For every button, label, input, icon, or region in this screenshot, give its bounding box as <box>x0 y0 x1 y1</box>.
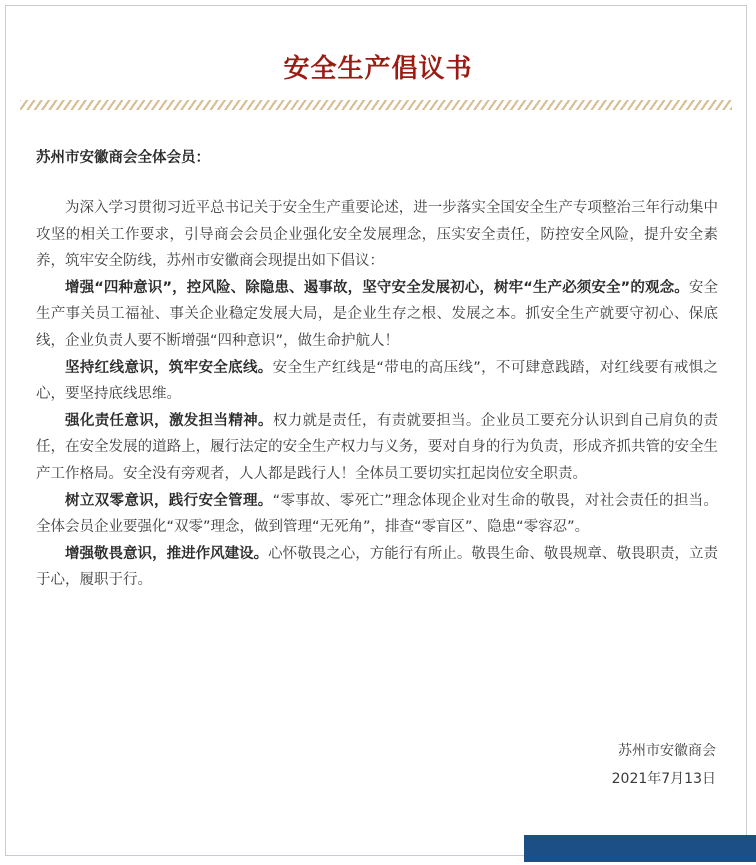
intro-paragraph: 为深入学习贯彻习近平总书记关于安全生产重要论述，进一步落实全国安全生产专项整治三年行动集中攻坚的相关工作要求，引导商会会员企业强化安全发展理念，压实安全责任，防控安全风险，提升安全素养，筑牢安全防线，苏州市安徽商会现提出如下倡议： <box>36 200 718 270</box>
document-title: 安全生产倡议书 <box>283 54 473 84</box>
point-text-2: 安全生产红线是“带电的高压线”，不可肆意践踏，对红线要有戒惧之心，要坚持底线思维。 <box>36 359 718 403</box>
point-text-1: 安全生产事关员工福祉、事关企业稳定发展大局，是企业生存之根、发展之本。抓安全生产就要守初心、保底线，企业负责人要不断增强“四种意识”，做生命护航人！ <box>36 279 719 349</box>
point-text-4: “零事故、零死亡”理念体现企业对生命的敬畏，对社会责任的担当。全体会员企业要强化“双零”理念，做到管理“无死角”，排查“零盲区”、隐患“零容忍”。 <box>36 492 718 536</box>
corner-accent-bar <box>524 835 756 862</box>
signature-block <box>612 737 716 793</box>
decorative-divider <box>20 100 732 110</box>
point-paragraph-3 <box>36 408 718 488</box>
point-text-3: 权力就是责任，有责就要担当。企业员工要充分认识到自己肩负的责任，在安全发展的道路上，履行法定的安全生产权力与义务，要对自身的行为负责，形成齐抓共管的安全生产工作格局。安全没有旁观者，人人都是践行人！全体员工要切实扛起岗位安全职责。 <box>36 412 719 482</box>
point-paragraph-1 <box>36 275 718 355</box>
signature-date: 2021年7月13日 <box>611 771 716 787</box>
point-paragraph-2 <box>36 355 718 408</box>
point-lead-1: 增强“四种意识”，控风险、除隐患、遏事故，坚守安全发展初心，树牢“生产必须安全”的观念。 <box>65 279 689 296</box>
point-lead-5: 增强敬畏意识，推进作风建设。 <box>65 545 269 562</box>
letter-body <box>36 195 718 594</box>
point-lead-2: 坚持红线意识，筑牢安全底线。 <box>65 359 273 376</box>
point-lead-4: 树立双零意识，践行安全管理。 <box>65 492 273 509</box>
signature-org: 苏州市安徽商会 <box>618 743 716 759</box>
point-text-5: 心怀敬畏之心，方能行有所止。敬畏生命、敬畏规章、敬畏职责，立责于心，履职于行。 <box>36 545 719 589</box>
salutation: 苏州市安徽商会全体会员： <box>36 150 210 166</box>
point-paragraph-4 <box>36 488 718 541</box>
point-lead-3: 强化责任意识，激发担当精神。 <box>65 412 273 429</box>
point-paragraph-5 <box>36 541 718 594</box>
